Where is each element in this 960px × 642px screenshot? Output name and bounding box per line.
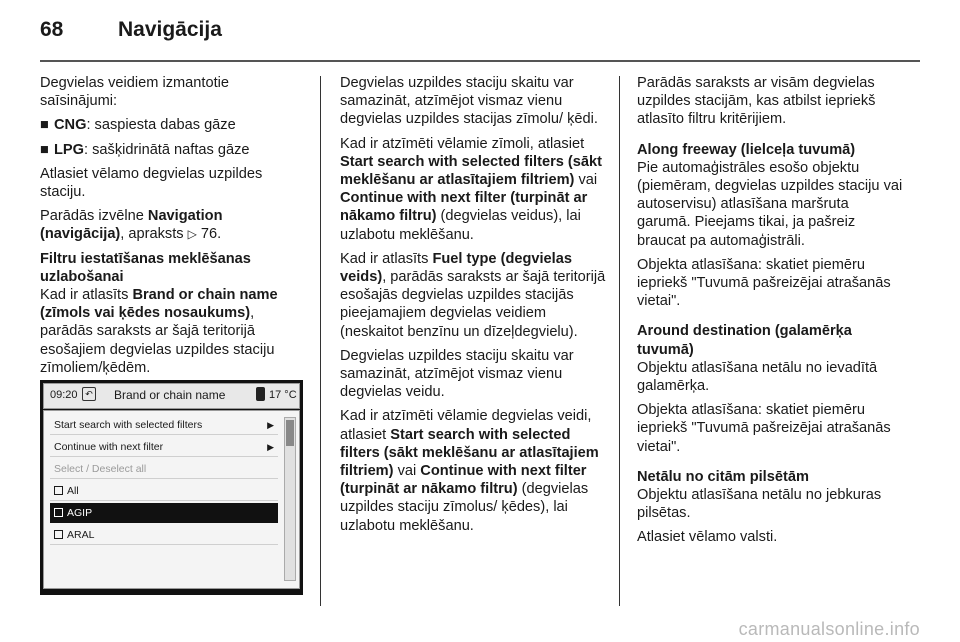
paragraph: Parādās saraksts ar visām degvielas uzpildes stacijām, kas atbilst iepriekš atlasīto filtru kritērijiem. [637,75,876,128]
paragraph: Pie automaģistrāles esošo objektu (piemēram, degvielas uzpildes staciju vai autoservisu) atlasīšana maršruta garumā. Pieejams tikai, ja pašreiz braucat pa automaģistrāli. [637,159,903,249]
section-heading: Filtru iestatīšanas meklēšanas uzlabošanai [40,250,251,285]
bullet-text: : sašķidrinātā naftas gāze [84,141,250,158]
paragraph: Objektu atlasīšana netālu no ievadītā galamērķa. [637,359,878,395]
screen-time: 09:20 [50,389,78,401]
screen-temperature: 17 °C [269,389,297,401]
header-divider [40,60,920,62]
abbreviations-intro: Degvielas veidiem izmantotie saīsinājumi: [40,75,229,110]
paragraph: Kad ir atzīmēti vēlamie zīmoli, atlasiet Start search with selected filters (sākt meklēšanu ar atlasītajiem filtriem) vai Continue with next filter (turpināt ar nākamo filtru) (degvielas veidus), lai uzlabotu meklēšanu. [340,135,602,243]
section-heading: Along freeway (lielceļa tuvumā) [637,141,856,158]
bullet-term: CNG [54,117,87,134]
list-item: ARAL [50,525,278,545]
page-ref-icon: ▷ [187,227,197,242]
list-item: Select / Deselect all [50,459,278,479]
bullet-icon: ■ [40,117,49,134]
menu-paragraph: Parādās izvēlne Navigation (navigācija), apraksts ▷ 76. [40,208,223,243]
list-item: Start search with selected filters ▶ [50,415,278,435]
screen-list [43,410,300,589]
paragraph: Objekta atlasīšana: skatiet piemēru iepriekš "Tuvumā pašreizējai atrašanās vietai". [637,256,891,310]
bullet-text: : saspiesta dabas gāze [86,117,236,134]
page-title: Navigācija [118,18,222,41]
paragraph: Degvielas uzpildes staciju skaitu var samazināt, atzīmējot vismaz vienu degvielas uzpildes stacijas zīmolu/ ķēdi. [340,75,598,128]
watermark: carmanualsonline.info [738,619,920,639]
scroll-thumb [286,420,294,446]
column-2 [340,74,606,541]
page-header [40,18,222,48]
bullet-item [40,116,302,134]
column-3 [637,74,905,553]
bullet-item [40,141,302,159]
chevron-right-icon: ▶ [267,442,274,452]
select-station-text: Atlasiet vēlamo degvielas uzpildes staciju. [40,165,263,201]
paragraph: Objekta atlasīšana: skatiet piemēru iepriekš "Tuvumā pašreizējai atrašanās vietai". [637,402,891,455]
phone-icon [256,387,265,401]
column-1 [40,74,302,383]
brand-paragraph: Kad ir atlasīts Brand or chain name (zīmols vai ķēdes nosaukums), parādās saraksts ar šajā teritorijā esošajiem degvielas uzpildes staciju zīmoliem/ķēdēm. [40,287,278,376]
paragraph: Objektu atlasīšana netālu no jebkuras pilsētas. [637,487,882,522]
checkbox-icon [54,486,63,495]
column-divider [320,76,321,606]
bullet-term: LPG [54,141,84,158]
screen-header [43,383,300,409]
screen-illustration [40,380,303,595]
section-heading: Netālu no citām pilsētām [637,468,809,485]
page-ref-link[interactable]: 76. [200,226,222,243]
back-icon: ↶ [82,387,96,401]
section-heading: Around destination (galamērķa tuvumā) [637,323,852,358]
column-divider [619,76,620,606]
paragraph: Kad ir atzīmēti vēlamie degvielas veidi, atlasiet Start search with selected filters (sākt meklēšanu ar atlasītajiem filtriem) vai Continue with next filter (turpināt ar nākamo filtru) (degvielas uzpildes staciju zīmolus/ ķēdes), lai uzlabotu meklēšanu. [340,408,599,534]
screen-title: Brand or chain name [114,388,226,402]
list-item-selected: AGIP [50,503,278,523]
checkbox-checked-icon [54,508,63,517]
paragraph: Degvielas uzpildes staciju skaitu var samazināt, atzīmējot vismaz vienu degvielas veidu. [340,347,574,401]
list-item: Continue with next filter ▶ [50,437,278,457]
paragraph: Atlasiet vēlamo valsti. [637,529,778,546]
chevron-right-icon: ▶ [267,420,274,430]
screen-scrollbar [284,417,296,581]
checkbox-icon [54,530,63,539]
page-number: 68 [40,18,64,41]
list-item: All [50,481,278,501]
bullet-icon: ■ [40,141,49,158]
paragraph: Kad ir atlasīts Fuel type (degvielas veids), parādās saraksts ar šajā teritorijā esošajās degvielas uzpildes stacijās pieejamajiem degvielas veidiem (neskaitot benzīnu un dīzeļdegvielu). [340,250,606,340]
